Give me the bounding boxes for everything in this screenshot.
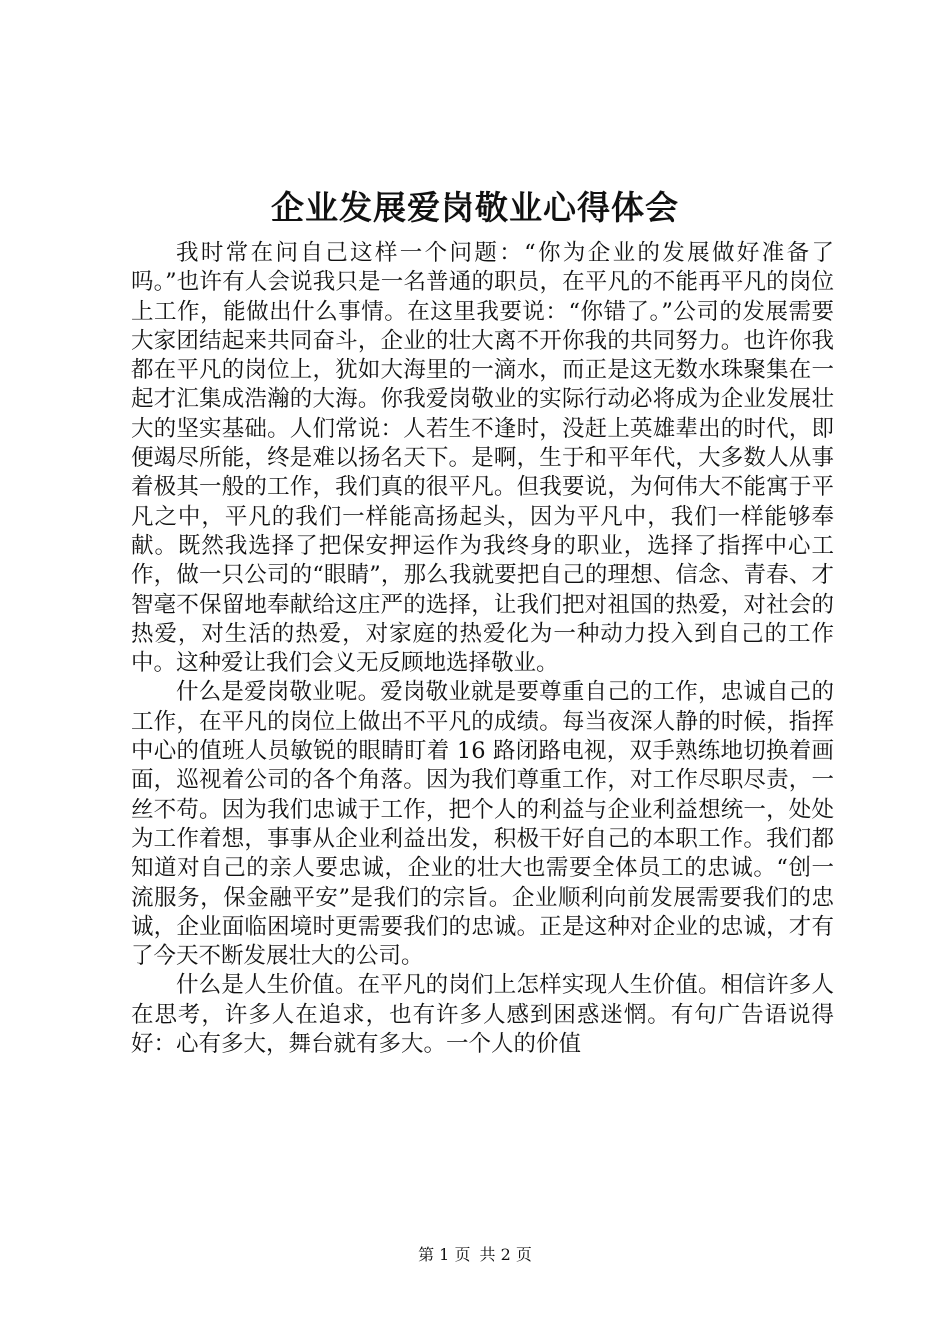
paragraph-3: 什么是人生价值。在平凡的岗们上怎样实现人生价值。相信许多人在思考，许多人在追求，也有许多人感到困惑迷惘。有句广告语说得好：心有多大，舞台就有多大。一个人的价值 (131, 972, 834, 1058)
paragraph-2: 什么是爱岗敬业呢。爱岗敬业就是要尊重自己的工作，忠诚自己的工作，在平凡的岗位上做出不平凡的成绩。每当夜深人静的时候，指挥中心的值班人员敏锐的眼睛盯着 16 路闭路电视，双手熟练地切换着画面，巡视着公司的各个角落。因为我们尊重工作，对工作尽职尽责，一丝不苟。因为我们忠诚于工作，把个人的利益与企业利益想统一，处处为工作着想，事事从企业利益出发，积极干好自己的本职工作。我们都知道对自己的亲人要忠诚，企业的壮大也需要全体员工的忠诚。“创一流服务，保金融平安”是我们的宗旨。企业顺利向前发展需要我们的忠诚，企业面临困境时更需要我们的忠诚。正是这种对企业的忠诚，才有了今天不断发展壮大的公司。 (131, 679, 834, 970)
document-title: 企业发展爱岗敬业心得体会 (271, 188, 679, 227)
page-total: 共 2 页 (479, 1245, 532, 1264)
page-number: 第 1 页 (418, 1245, 471, 1264)
document-body (131, 239, 834, 1059)
page-footer (0, 1244, 950, 1266)
paragraph-1: 我时常在问自己这样一个问题：“你为企业的发展做好准备了吗。”也许有人会说我只是一名普通的职员，在平凡的不能再平凡的岗位上工作，能做出什么事情。在这里我要说：“你错了。”公司的发展需要大家团结起来共同奋斗，企业的壮大离不开你我的共同努力。也许你我都在平凡的岗位上，犹如大海里的一滴水，而正是这无数水珠聚集在一起才汇集成浩瀚的大海。你我爱岗敬业的实际行动必将成为企业发展壮大的坚实基础。人们常说：人若生不逢时，没赶上英雄辈出的时代，即便竭尽所能，终是难以扬名天下。是啊，生于和平年代，大多数人从事着极其一般的工作，我们真的很平凡。但我要说，为何伟大不能寓于平凡之中，平凡的我们一样能高扬起头，因为平凡中，我们一样能够奉献。既然我选择了把保安押运作为我终身的职业，选择了指挥中心工作，做一只公司的“眼睛”，那么我就要把自己的理想、信念、青春、才智毫不保留地奉献给这庄严的选择，让我们把对祖国的热爱，对社会的热爱，对生活的热爱，对家庭的热爱化为一种动力投入到自己的工作中。这种爱让我们会义无反顾地选择敬业。 (131, 240, 834, 677)
